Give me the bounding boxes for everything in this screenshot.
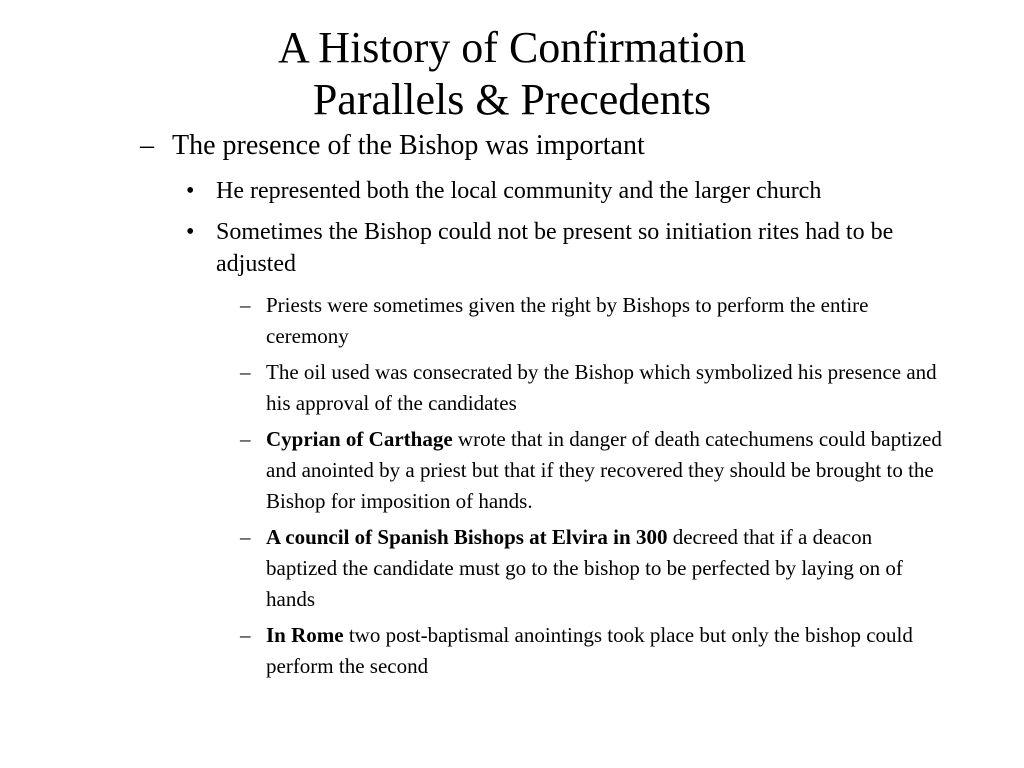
bullet-text: [240, 620, 948, 682]
bullet-marker: •: [186, 178, 195, 204]
bullet-level-3: [240, 424, 948, 517]
dash-marker: –: [240, 525, 251, 549]
bullet-body-text: The oil used was consecrated by the Bishop which symbolized his presence and his approval of the candidates: [266, 360, 937, 415]
bullet-marker: •: [186, 219, 195, 245]
bullet-text: Sometimes the Bishop could not be present so initiation rites had to be adjusted: [216, 219, 894, 277]
bullet-level-3: [240, 522, 948, 615]
dash-marker: –: [140, 130, 154, 161]
bullet-level-3: [240, 290, 948, 352]
bullet-level-3: [240, 620, 948, 682]
slide-title-line-2: Parallels & Precedents: [312, 75, 712, 124]
bullet-bold-text: In Rome: [266, 623, 344, 647]
slide-title-line-1: A History of Confirmation: [277, 23, 747, 72]
bullet-bold-text: Cyprian of Carthage: [266, 427, 453, 451]
dash-marker: –: [240, 623, 251, 647]
bullet-body-text: two post-baptismal anointings took place but only the bishop could perform the second: [266, 623, 913, 678]
bullet-bold-text: A council of Spanish Bishops at Elvira in 300: [266, 525, 668, 549]
bullet-text: [240, 290, 948, 352]
bullet-text: [240, 522, 948, 615]
bullet-level-3: [240, 357, 948, 419]
bullet-text: He represented both the local community and the larger church: [216, 178, 822, 204]
bullet-text: [240, 424, 948, 517]
dash-marker: –: [240, 427, 251, 451]
dash-marker: –: [240, 293, 251, 317]
dash-marker: –: [240, 360, 251, 384]
bullet-body-text: Priests were sometimes given the right by Bishops to perform the entire ceremony: [266, 293, 869, 348]
bullet-text: The presence of the Bishop was important: [172, 130, 645, 161]
bullet-level-2: [186, 216, 946, 280]
slide-title: [0, 22, 1024, 126]
bullet-body-text: decreed that if a deacon baptized the candidate must go to the bishop to be perfected by laying on of hands: [266, 525, 903, 611]
bullet-text: [240, 357, 948, 419]
bullet-level-1: [140, 129, 960, 163]
bullet-body-text: wrote that in danger of death catechumens could baptized and anointed by a priest but that if they recovered they should be brought to the Bishop for imposition of hands.: [266, 427, 942, 513]
bullet-level-2: [186, 175, 946, 207]
